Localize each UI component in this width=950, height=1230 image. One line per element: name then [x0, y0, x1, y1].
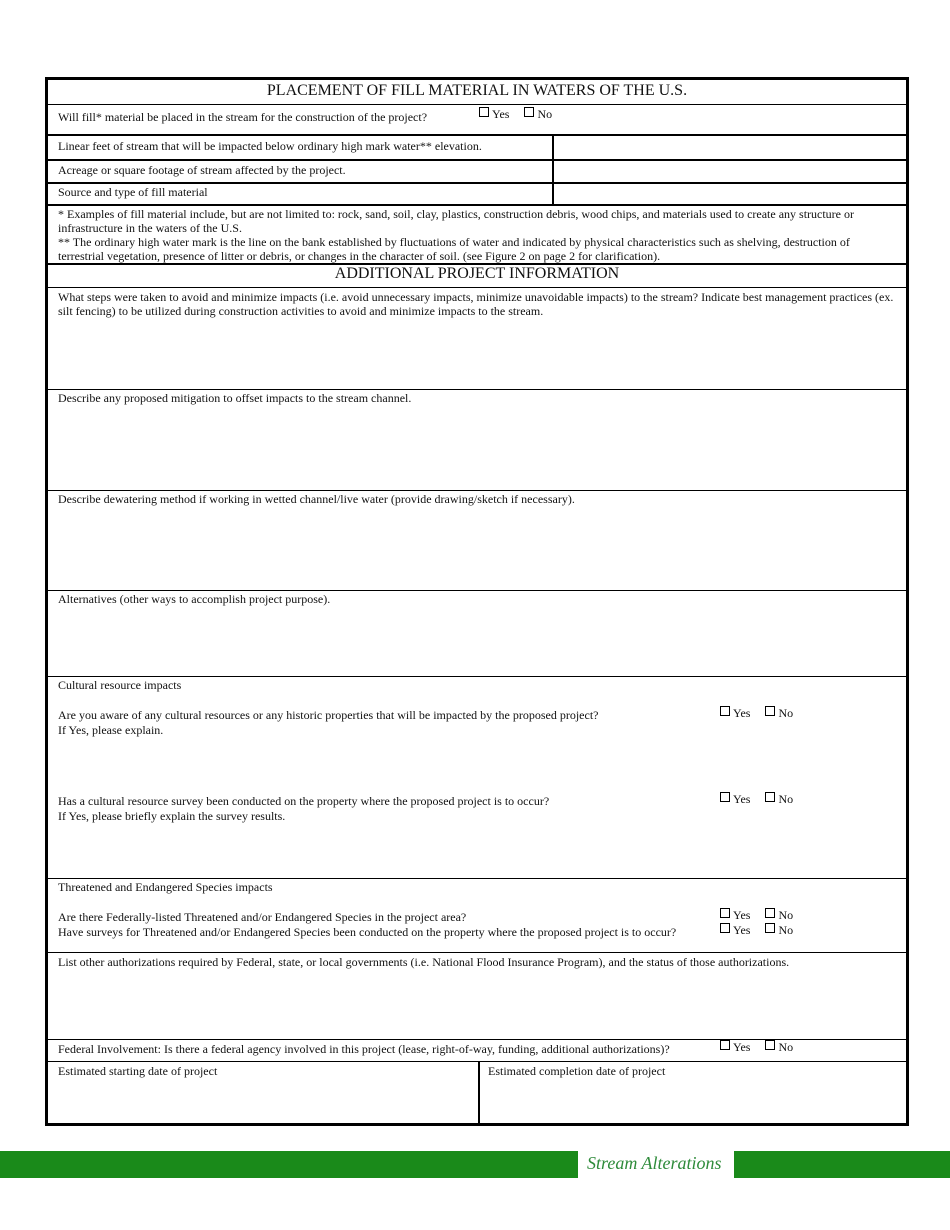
tes-q1-yes-no	[720, 908, 793, 923]
cultural-q1-no-checkbox[interactable]	[765, 706, 775, 716]
divider	[48, 204, 906, 206]
yes-label: Yes	[733, 792, 751, 806]
completion-date-input[interactable]	[486, 1080, 900, 1120]
yes-label: Yes	[733, 908, 751, 922]
date-column-divider	[478, 1061, 480, 1123]
cultural-q2-followup: If Yes, please briefly explain the survey results.	[58, 809, 286, 823]
cultural-q2-no-checkbox[interactable]	[765, 792, 775, 802]
yes-label: Yes	[492, 107, 510, 121]
cultural-q1-followup: If Yes, please explain.	[58, 723, 164, 737]
alternatives-prompt: Alternatives (other ways to accomplish project purpose).	[58, 592, 331, 606]
divider	[48, 878, 906, 879]
no-label: No	[778, 706, 794, 720]
additional-section-title: ADDITIONAL PROJECT INFORMATION	[334, 265, 620, 282]
cultural-q1-label: Are you aware of any cultural resources or any historic properties that will be impacted by the proposed project?	[58, 708, 599, 722]
alternatives-response[interactable]	[56, 609, 898, 675]
acreage-input[interactable]	[554, 161, 906, 182]
fill-yes-checkbox[interactable]	[479, 107, 489, 117]
linear-feet-input[interactable]	[554, 136, 906, 158]
tes-q1-label: Are there Federally-listed Threatened and/or Endangered Species in the project area?	[58, 910, 467, 924]
acreage-label: Acreage or square footage of stream affected by the project.	[58, 163, 346, 177]
federal-yes-checkbox[interactable]	[720, 1040, 730, 1050]
divider	[48, 287, 906, 288]
tes-heading: Threatened and Endangered Species impacts	[58, 880, 273, 894]
divider	[48, 676, 906, 677]
no-label: No	[778, 908, 794, 922]
dewatering-response[interactable]	[56, 509, 898, 589]
fill-material-form	[45, 77, 909, 1126]
divider	[48, 952, 906, 953]
tes-q2-yes-checkbox[interactable]	[720, 923, 730, 933]
fill-source-input[interactable]	[554, 184, 906, 204]
cultural-q2-yes-no	[720, 792, 793, 807]
federal-yes-no	[720, 1040, 793, 1055]
authorizations-prompt: List other authorizations required by Federal, state, or local governments (i.e. National Flood Insurance Program), and the status of those authorizations.	[58, 955, 790, 969]
cultural-q2-response[interactable]	[56, 826, 898, 876]
fill-yes-no-group	[479, 107, 552, 122]
dewatering-prompt: Describe dewatering method if working in wetted channel/live water (provide drawing/sketch if necessary).	[58, 492, 575, 506]
divider	[48, 490, 906, 491]
cultural-q1-yes-no	[720, 706, 793, 721]
divider	[48, 1061, 906, 1062]
linear-feet-label: Linear feet of stream that will be impacted below ordinary high mark water** elevation.	[58, 139, 482, 153]
cultural-heading: Cultural resource impacts	[58, 678, 182, 692]
divider	[48, 389, 906, 390]
start-date-input[interactable]	[56, 1080, 476, 1120]
tes-q2-label: Have surveys for Threatened and/or Endangered Species been conducted on the property where the proposed project is to occur?	[58, 925, 677, 939]
start-date-label: Estimated starting date of project	[58, 1064, 218, 1078]
tes-q2-yes-no	[720, 923, 793, 938]
yes-label: Yes	[733, 706, 751, 720]
no-label: No	[778, 923, 794, 937]
completion-date-label: Estimated completion date of project	[488, 1064, 666, 1078]
page-footer	[0, 1151, 950, 1178]
tes-q1-no-checkbox[interactable]	[765, 908, 775, 918]
divider	[48, 104, 906, 105]
federal-involvement-label: Federal Involvement: Is there a federal agency involved in this project (lease, right-of-way, funding, additional authorizations)?	[58, 1042, 670, 1056]
column-divider	[552, 134, 554, 204]
footer-green-bar-left	[0, 1151, 578, 1178]
fill-question-label: Will fill* material be placed in the stream for the construction of the project?	[58, 110, 428, 124]
cultural-q2-yes-checkbox[interactable]	[720, 792, 730, 802]
authorizations-response[interactable]	[56, 972, 898, 1036]
divider	[48, 590, 906, 591]
high-water-mark-note: ** The ordinary high water mark is the line on the bank established by fluctuations of water and indicated by physical characteristics such as shelving, destruction of terrestrial vegetation, presence of litter or debris, or changes in the character of soil. (see Figure 2 on page 2 for clarification).	[58, 235, 850, 263]
avoid-minimize-response[interactable]	[56, 320, 898, 386]
cultural-q2-label: Has a cultural resource survey been conducted on the property where the proposed project is to occur?	[58, 794, 550, 808]
no-label: No	[537, 107, 553, 121]
yes-label: Yes	[733, 923, 751, 937]
federal-no-checkbox[interactable]	[765, 1040, 775, 1050]
mitigation-response[interactable]	[56, 408, 898, 488]
mitigation-prompt: Describe any proposed mitigation to offset impacts to the stream channel.	[58, 391, 412, 405]
footer-section-title: Stream Alterations	[587, 1153, 722, 1173]
fill-no-checkbox[interactable]	[524, 107, 534, 117]
yes-label: Yes	[733, 1040, 751, 1054]
tes-q2-no-checkbox[interactable]	[765, 923, 775, 933]
no-label: No	[778, 792, 794, 806]
tes-q1-yes-checkbox[interactable]	[720, 908, 730, 918]
no-label: No	[778, 1040, 794, 1054]
cultural-q1-response[interactable]	[56, 740, 898, 790]
footer-green-bar-right	[734, 1151, 950, 1178]
fill-material-note: * Examples of fill material include, but are not limited to: rock, sand, soil, clay, plastics, construction debris, wood chips, and materials used to create any structure or infrastructure in the waters of the U.S.	[58, 207, 855, 235]
avoid-minimize-prompt: What steps were taken to avoid and minimize impacts (i.e. avoid unnecessary impacts, minimize unavoidable impacts) to the stream? Indicate best management practices (ex. silt fencing) to be utilized during construction activities to avoid and minimize impacts to the stream.	[58, 290, 894, 318]
placement-section-title: PLACEMENT OF FILL MATERIAL IN WATERS OF THE U.S.	[266, 82, 688, 99]
fill-source-label: Source and type of fill material	[58, 185, 208, 199]
cultural-q1-yes-checkbox[interactable]	[720, 706, 730, 716]
